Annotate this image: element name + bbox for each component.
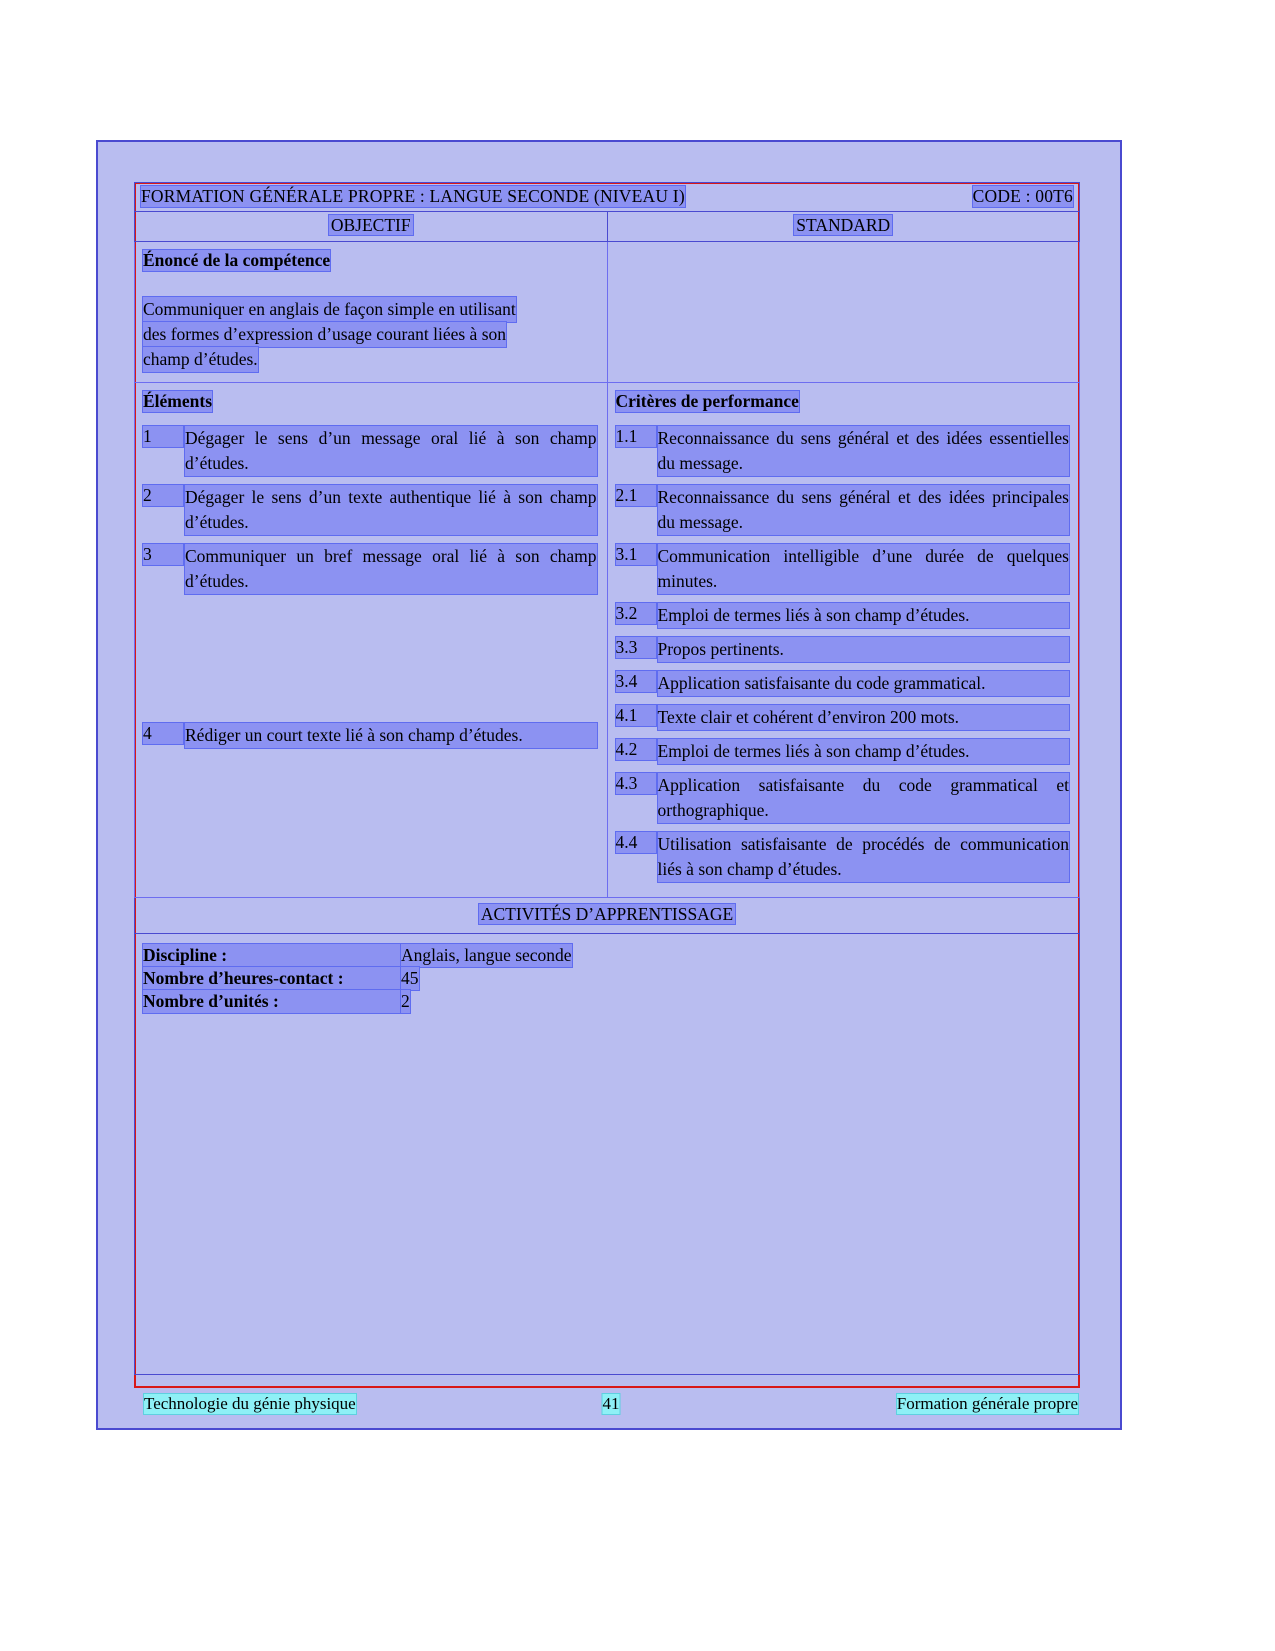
- criterion-item: [616, 544, 1070, 594]
- elements-criteria-row: [135, 383, 1080, 898]
- criterion-item: [616, 739, 1070, 764]
- footer-page-number: 41: [602, 1394, 620, 1413]
- standard-header-cell: [607, 212, 1080, 242]
- program-code: CODE : 00T6: [972, 186, 1073, 206]
- element-text: Rédiger un court texte lié à son champ d’études.: [185, 723, 597, 748]
- table-title-row: [135, 183, 1080, 212]
- activity-field: [143, 967, 1079, 990]
- criterion-number: 2.1: [616, 485, 656, 506]
- competency-standard-empty-cell: [607, 242, 1080, 383]
- element-text: Communiquer un bref message oral lié à son champ d’études.: [185, 544, 597, 594]
- competency-line-3: champ d’études.: [143, 347, 258, 372]
- element-text: Dégager le sens d’un texte authentique lié à son champ d’études.: [185, 485, 597, 535]
- elements-cell: [135, 383, 608, 898]
- objective-header: OBJECTIF: [330, 215, 411, 235]
- element-number: 3: [143, 544, 183, 565]
- discipline-value: Anglais, langue seconde: [401, 945, 572, 965]
- element-item: [143, 723, 597, 748]
- criterion-number: 4.3: [616, 773, 656, 794]
- criterion-item: [616, 671, 1070, 696]
- page-frame: [96, 140, 1122, 1430]
- element-number: 2: [143, 485, 183, 506]
- criterion-text: Communication intelligible d’une durée de quelques minutes.: [658, 544, 1070, 594]
- activities-fields-row: [135, 934, 1080, 1375]
- element-item: [143, 544, 597, 594]
- column-header-row: [135, 212, 1080, 242]
- activity-field: [143, 990, 1079, 1013]
- footer-left: Technologie du génie physique: [144, 1394, 356, 1413]
- units-value: 2: [401, 991, 410, 1011]
- activity-field: [143, 944, 1079, 967]
- program-title-cell: [135, 183, 1080, 212]
- discipline-label: Discipline :: [143, 944, 401, 967]
- elements-gap: [143, 603, 597, 723]
- criterion-item: [616, 426, 1070, 476]
- program-title: FORMATION GÉNÉRALE PROPRE : LANGUE SECONDE (NIVEAU I): [141, 186, 685, 206]
- criterion-number: 3.4: [616, 671, 656, 692]
- criterion-item: [616, 603, 1070, 628]
- units-label: Nombre d’unités :: [143, 990, 401, 1013]
- objective-header-cell: [135, 212, 608, 242]
- criteria-cell: [607, 383, 1080, 898]
- criterion-number: 3.2: [616, 603, 656, 624]
- competency-line-2: des formes d’expression d’usage courant liées à son: [143, 322, 506, 347]
- criterion-text: Emploi de termes liés à son champ d’études.: [658, 603, 1070, 628]
- competency-table: [134, 182, 1080, 1375]
- criterion-number: 1.1: [616, 426, 656, 447]
- activities-heading-cell: [135, 898, 1080, 934]
- criterion-text: Texte clair et cohérent d’environ 200 mots.: [658, 705, 1070, 730]
- criterion-item: [616, 485, 1070, 535]
- criterion-item: [616, 832, 1070, 882]
- hours-label: Nombre d’heures-contact :: [143, 967, 401, 990]
- criteria-heading: Critères de performance: [615, 391, 799, 411]
- activities-heading-row: [135, 898, 1080, 934]
- criterion-number: 4.2: [616, 739, 656, 760]
- element-item: [143, 485, 597, 535]
- criterion-item: [616, 637, 1070, 662]
- criterion-item: [616, 705, 1070, 730]
- criterion-number: 3.1: [616, 544, 656, 565]
- criterion-text: Application satisfaisante du code grammatical et orthographique.: [658, 773, 1070, 823]
- activities-fields-cell: [135, 934, 1080, 1375]
- page-footer: [144, 1394, 1078, 1414]
- hours-value: 45: [401, 968, 419, 988]
- element-number: 4: [143, 723, 183, 744]
- criterion-text: Propos pertinents.: [658, 637, 1070, 662]
- criterion-number: 4.4: [616, 832, 656, 853]
- criterion-text: Reconnaissance du sens général et des idées essentielles du message.: [658, 426, 1070, 476]
- competency-cell: [135, 242, 608, 383]
- criterion-number: 3.3: [616, 637, 656, 658]
- criterion-text: Emploi de termes liés à son champ d’études.: [658, 739, 1070, 764]
- criterion-number: 4.1: [616, 705, 656, 726]
- competency-line-1: Communiquer en anglais de façon simple en utilisant: [143, 297, 516, 322]
- elements-heading: Éléments: [143, 391, 213, 411]
- competency-statement: [143, 297, 597, 372]
- element-item: [143, 426, 597, 476]
- element-number: 1: [143, 426, 183, 447]
- criterion-item: [616, 773, 1070, 823]
- element-text: Dégager le sens d’un message oral lié à son champ d’études.: [185, 426, 597, 476]
- activities-heading: ACTIVITÉS D’APPRENTISSAGE: [480, 904, 734, 924]
- competency-row: [135, 242, 1080, 383]
- competency-heading: Énoncé de la compétence: [143, 250, 331, 270]
- criterion-text: Application satisfaisante du code grammatical.: [658, 671, 1070, 696]
- standard-header: STANDARD: [796, 215, 891, 235]
- footer-right: Formation générale propre: [896, 1394, 1078, 1413]
- criterion-text: Utilisation satisfaisante de procédés de communication liés à son champ d’études.: [658, 832, 1070, 882]
- criterion-text: Reconnaissance du sens général et des idées principales du message.: [658, 485, 1070, 535]
